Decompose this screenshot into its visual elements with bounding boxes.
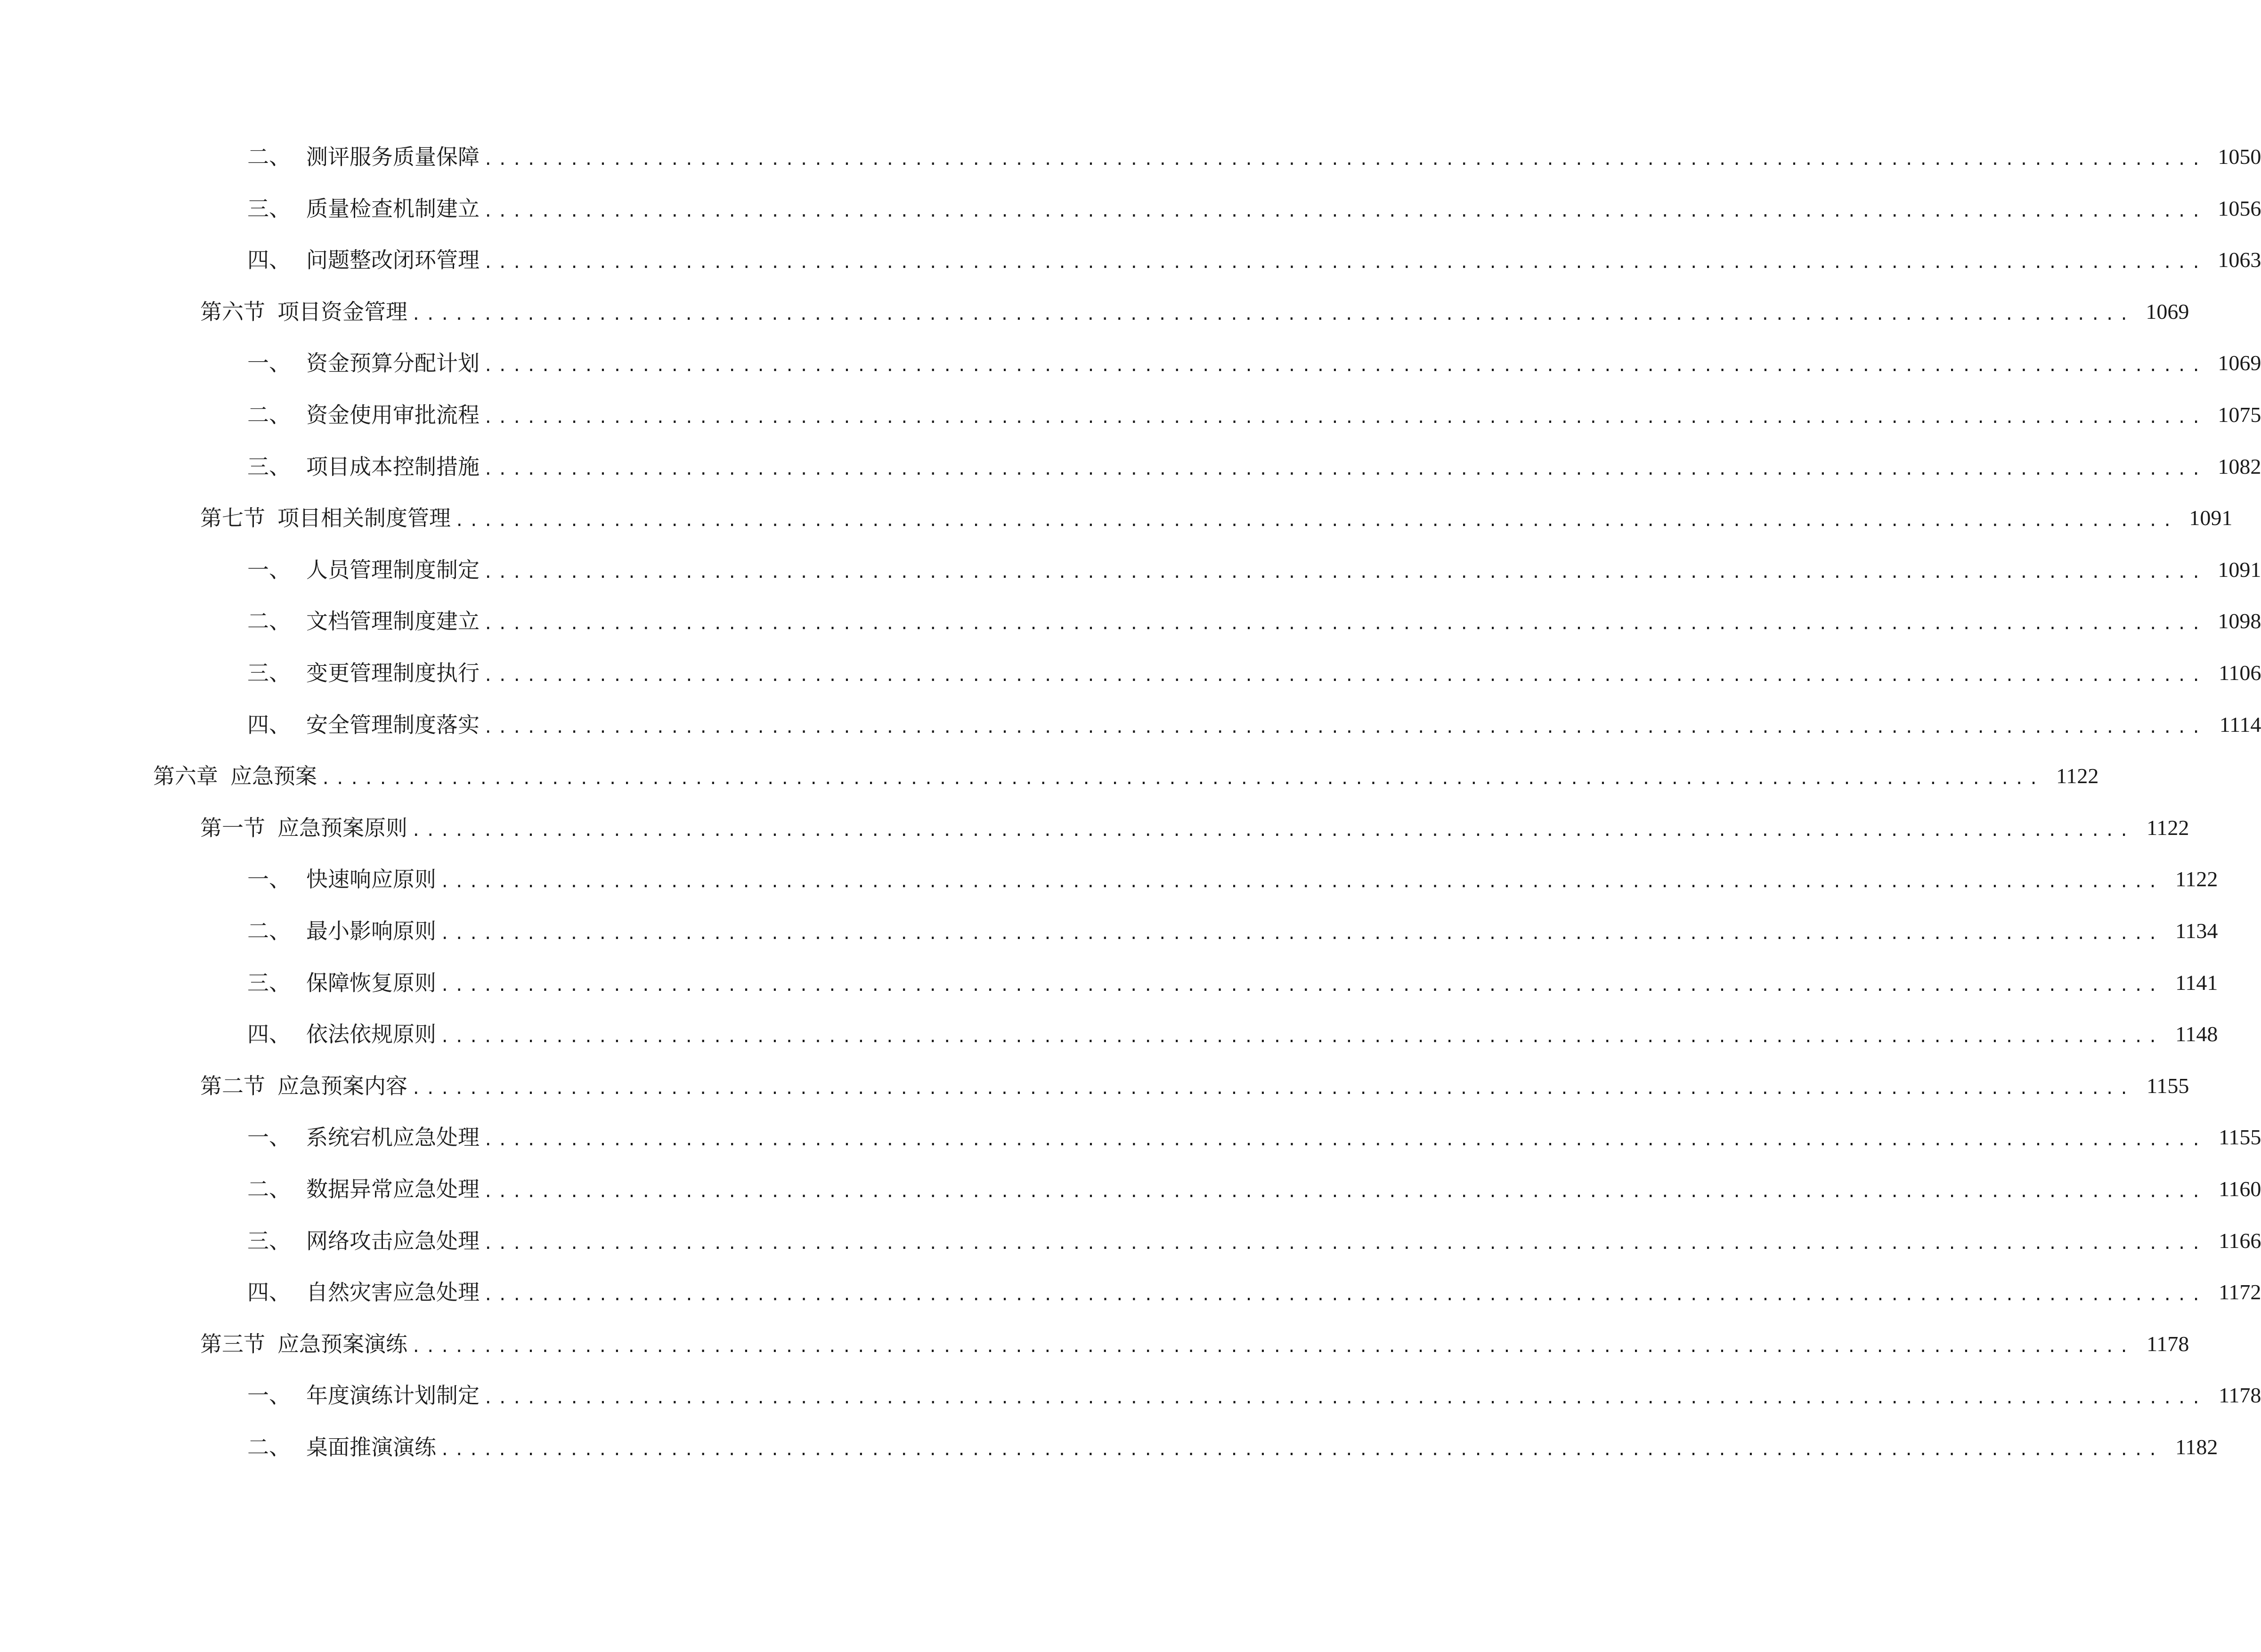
toc-page-number: 1091 bbox=[2189, 506, 2233, 530]
toc-page-number: 1178 bbox=[2219, 1383, 2261, 1408]
toc-page-number: 1141 bbox=[2175, 970, 2218, 995]
toc-entry-number: 第二节 bbox=[200, 1073, 265, 1099]
toc-dot-leader: ........................................................................................................................ bbox=[411, 1079, 2134, 1098]
toc-entry-number: 二、 bbox=[247, 1434, 291, 1460]
toc-entry[interactable] bbox=[200, 293, 2189, 331]
toc-entry-title: 自然灾害应急处理 bbox=[306, 1279, 480, 1305]
toc-entry[interactable] bbox=[153, 757, 2099, 795]
toc-entry-title: 应急预案演练 bbox=[277, 1331, 407, 1357]
toc-entry-number: 一、 bbox=[247, 866, 291, 892]
toc-page-number: 1148 bbox=[2175, 1022, 2218, 1046]
toc-entry-title: 应急预案内容 bbox=[277, 1073, 407, 1099]
toc-dot-leader: ........................................................................................................................ bbox=[483, 666, 2206, 685]
toc-entry-number: 一、 bbox=[247, 350, 291, 376]
toc-page-number: 1075 bbox=[2218, 403, 2261, 427]
toc-entry-title: 问题整改闭环管理 bbox=[306, 247, 480, 273]
toc-entry-title: 项目成本控制措施 bbox=[306, 453, 480, 479]
toc-entry[interactable] bbox=[247, 1015, 2218, 1053]
toc-dot-leader: ........................................................................................................................ bbox=[321, 769, 2043, 789]
toc-page-number: 1182 bbox=[2175, 1435, 2218, 1459]
toc-entry-number: 三、 bbox=[247, 660, 291, 686]
toc-dot-leader: ........................................................................................................................ bbox=[483, 615, 2206, 634]
toc-entry[interactable] bbox=[247, 344, 2261, 382]
toc-page-number: 1134 bbox=[2175, 919, 2218, 943]
toc-dot-leader: ........................................................................................................................ bbox=[483, 202, 2206, 221]
toc-entry-title: 保障恢复原则 bbox=[306, 970, 436, 996]
toc-dot-leader: ........................................................................................................................ bbox=[483, 1234, 2206, 1253]
toc-page-number: 1172 bbox=[2219, 1280, 2261, 1304]
toc-entry-number: 第三节 bbox=[200, 1331, 265, 1357]
toc-entry-number: 三、 bbox=[247, 195, 291, 221]
toc-dot-leader: ........................................................................................................................ bbox=[411, 821, 2134, 840]
toc-entry-number: 三、 bbox=[247, 453, 291, 479]
toc-entry-number: 第一节 bbox=[200, 815, 265, 841]
toc-entry-number: 第六节 bbox=[200, 299, 265, 324]
toc-entry-title: 桌面推演演练 bbox=[306, 1434, 436, 1460]
toc-entry-title: 测评服务质量保障 bbox=[306, 144, 480, 170]
toc-entry-title: 项目资金管理 bbox=[277, 299, 407, 324]
toc-page-number: 1114 bbox=[2219, 712, 2261, 737]
toc-entry[interactable] bbox=[247, 1118, 2261, 1156]
toc-entry-title: 人员管理制度制定 bbox=[306, 557, 480, 583]
toc-entry[interactable] bbox=[247, 138, 2261, 176]
toc-entry[interactable] bbox=[200, 499, 2233, 537]
toc-dot-leader: ........................................................................................................................ bbox=[440, 1441, 2163, 1459]
toc-entry[interactable] bbox=[247, 241, 2261, 279]
toc-dot-leader: ........................................................................................................................ bbox=[440, 924, 2163, 943]
toc-entry[interactable] bbox=[247, 602, 2261, 640]
toc-entry[interactable] bbox=[247, 1273, 2261, 1311]
toc-dot-leader: ........................................................................................................................ bbox=[483, 1131, 2206, 1150]
toc-entry[interactable] bbox=[247, 964, 2218, 1002]
toc-entry-title: 资金预算分配计划 bbox=[306, 350, 480, 376]
toc-entry-title: 文档管理制度建立 bbox=[306, 608, 480, 634]
toc-entry-number: 三、 bbox=[247, 970, 291, 996]
toc-entry-number: 四、 bbox=[247, 1021, 291, 1047]
toc-entry-number: 一、 bbox=[247, 1383, 291, 1409]
toc-dot-leader: ........................................................................................................................ bbox=[483, 356, 2206, 376]
toc-dot-leader: ........................................................................................................................ bbox=[411, 1337, 2134, 1356]
toc-entry[interactable] bbox=[247, 654, 2261, 692]
toc-dot-leader: ........................................................................................................................ bbox=[440, 873, 2163, 892]
toc-entry[interactable] bbox=[247, 190, 2261, 227]
toc-page-number: 1098 bbox=[2218, 609, 2261, 633]
toc-entry[interactable] bbox=[247, 396, 2261, 434]
toc-entry-number: 二、 bbox=[247, 1176, 291, 1202]
toc-page-number: 1091 bbox=[2218, 557, 2261, 582]
toc-entry-title: 系统宕机应急处理 bbox=[306, 1125, 480, 1150]
toc-page-number: 1050 bbox=[2218, 145, 2261, 169]
toc-dot-leader: ........................................................................................................................ bbox=[440, 976, 2163, 995]
toc-entry[interactable] bbox=[200, 1067, 2189, 1105]
toc-entry-title: 年度演练计划制定 bbox=[306, 1383, 480, 1409]
toc-entry[interactable] bbox=[247, 551, 2261, 589]
toc-page-number: 1178 bbox=[2147, 1331, 2189, 1356]
toc-entry[interactable] bbox=[247, 448, 2261, 486]
toc-entry-number: 第七节 bbox=[200, 505, 265, 531]
toc-page-number: 1069 bbox=[2146, 299, 2189, 324]
toc-entry-number: 四、 bbox=[247, 1279, 291, 1305]
toc-page-number: 1069 bbox=[2218, 351, 2261, 375]
toc-page-number: 1082 bbox=[2218, 454, 2261, 478]
toc-entry-number: 二、 bbox=[247, 608, 291, 634]
toc-dot-leader: ........................................................................................................................ bbox=[483, 563, 2206, 582]
toc-page-number: 1155 bbox=[2219, 1125, 2261, 1150]
toc-entry-number: 二、 bbox=[247, 402, 291, 428]
toc-entry-number: 第六章 bbox=[153, 763, 218, 789]
toc-page-number: 1155 bbox=[2147, 1073, 2189, 1098]
toc-entry-title: 依法依规原则 bbox=[306, 1021, 436, 1047]
toc-entry-number: 三、 bbox=[247, 1228, 291, 1254]
toc-entry-number: 一、 bbox=[247, 1125, 291, 1150]
toc-dot-leader: ........................................................................................................................ bbox=[483, 150, 2206, 169]
toc-entry-title: 快速响应原则 bbox=[306, 866, 436, 892]
toc-entry-number: 四、 bbox=[247, 712, 291, 737]
toc-entry[interactable] bbox=[247, 706, 2261, 744]
toc-entry[interactable] bbox=[247, 1222, 2261, 1260]
toc-page-number: 1122 bbox=[2147, 815, 2189, 840]
toc-dot-leader: ........................................................................................................................ bbox=[455, 511, 2177, 531]
toc-entry[interactable] bbox=[200, 809, 2189, 847]
toc-entry-title: 应急预案 bbox=[230, 763, 317, 789]
toc-entry-number: 四、 bbox=[247, 247, 291, 273]
toc-page-number: 1063 bbox=[2218, 248, 2261, 272]
toc-page-number: 1122 bbox=[2175, 867, 2218, 891]
toc-dot-leader: ........................................................................................................................ bbox=[483, 1389, 2206, 1408]
toc-entry[interactable] bbox=[247, 860, 2218, 898]
toc-page-number: 1106 bbox=[2219, 661, 2261, 685]
toc-page-number: 1166 bbox=[2219, 1228, 2261, 1253]
toc-entry-number: 二、 bbox=[247, 918, 291, 944]
toc-entry[interactable] bbox=[247, 1377, 2261, 1414]
toc-entry[interactable] bbox=[247, 1170, 2261, 1208]
toc-dot-leader: ........................................................................................................................ bbox=[483, 253, 2206, 273]
toc-entry[interactable] bbox=[247, 912, 2218, 950]
toc-entry-number: 二、 bbox=[247, 144, 291, 170]
toc-entry-title: 项目相关制度管理 bbox=[277, 505, 451, 531]
toc-entry-title: 最小影响原则 bbox=[306, 918, 436, 944]
toc-entry-title: 应急预案原则 bbox=[277, 815, 407, 841]
toc-entry-title: 数据异常应急处理 bbox=[306, 1176, 480, 1202]
toc-dot-leader: ........................................................................................................................ bbox=[440, 1028, 2163, 1047]
toc-entry-title: 变更管理制度执行 bbox=[306, 660, 480, 686]
toc-entry[interactable] bbox=[200, 1325, 2189, 1363]
toc-entry[interactable] bbox=[247, 1428, 2218, 1466]
toc-entry-number: 一、 bbox=[247, 557, 291, 583]
toc-entry-title: 网络攻击应急处理 bbox=[306, 1228, 480, 1254]
toc-dot-leader: ........................................................................................................................ bbox=[411, 305, 2134, 324]
toc-dot-leader: ........................................................................................................................ bbox=[483, 718, 2206, 737]
toc-dot-leader: ........................................................................................................................ bbox=[483, 460, 2206, 479]
toc-page-number: 1160 bbox=[2219, 1177, 2261, 1201]
toc-entry-title: 安全管理制度落实 bbox=[306, 712, 480, 737]
toc-page-number: 1056 bbox=[2218, 196, 2261, 220]
toc-dot-leader: ........................................................................................................................ bbox=[483, 1286, 2206, 1305]
toc-page-number: 1122 bbox=[2056, 764, 2099, 788]
toc-dot-leader: ........................................................................................................................ bbox=[483, 408, 2206, 427]
toc-dot-leader: ........................................................................................................................ bbox=[483, 1182, 2206, 1201]
toc-entry-title: 资金使用审批流程 bbox=[306, 402, 480, 428]
toc-entry-title: 质量检查机制建立 bbox=[306, 195, 480, 221]
